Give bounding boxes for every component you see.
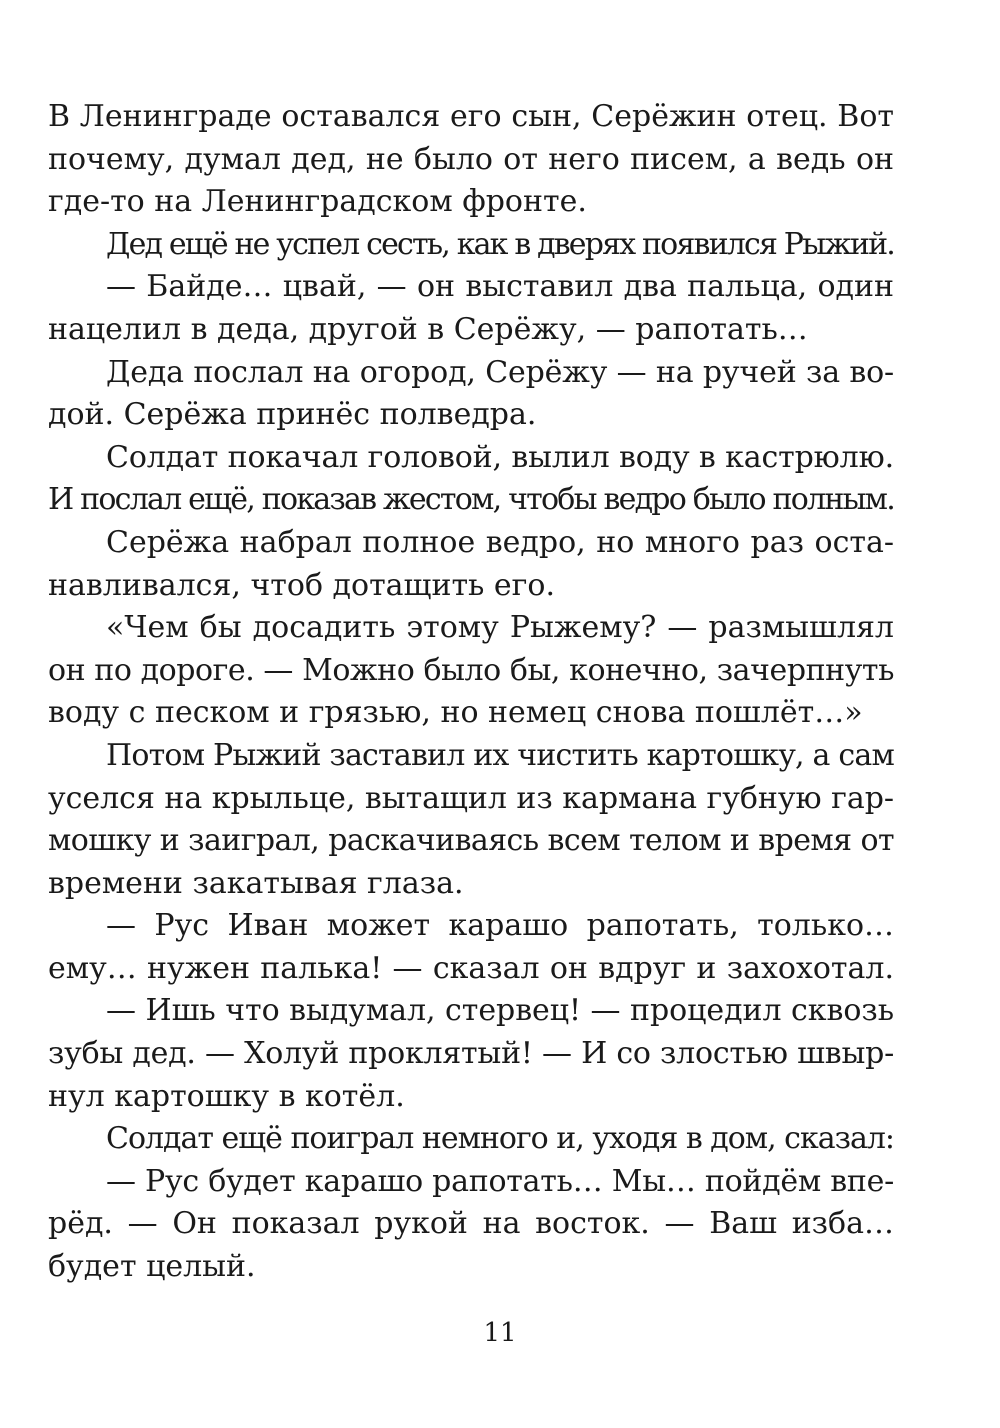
text-line: навливался, чтоб дотащить его. bbox=[48, 567, 555, 603]
text-line: И послал ещё, показав жестом, чтобы ведро было полным. bbox=[48, 482, 895, 518]
text-line: — Рус Иван может карашо рапотать, только… bbox=[106, 908, 894, 944]
text-line: Потом Рыжий заставил их чистить картошку, а сам bbox=[106, 737, 894, 773]
text-line: ему… нужен палька! — сказал он вдруг и захохотал. bbox=[48, 950, 894, 986]
text-line: где-то на Ленинградском фронте. bbox=[48, 184, 587, 220]
text-line: времени закатывая глаза. bbox=[48, 865, 464, 901]
text-line: рёд. — Он показал рукой на восток. — Ваш изба… bbox=[48, 1206, 894, 1242]
text-line: почему, думал дед, не было от него писем, а ведь он bbox=[48, 141, 894, 177]
page-number: 11 bbox=[483, 1318, 517, 1348]
text-line: нул картошку в котёл. bbox=[48, 1078, 405, 1114]
text-line: «Чем бы досадить этому Рыжему? — размышлял bbox=[106, 610, 894, 646]
text-line: будет целый. bbox=[48, 1249, 256, 1285]
text-line: нацелил в деда, другой в Серёжу, — рапотать… bbox=[48, 311, 808, 347]
text-line: Деда послал на огород, Серёжу — на ручей за во- bbox=[106, 354, 894, 390]
text-line: — Рус будет карашо рапотать… Мы… пойдём впе- bbox=[106, 1163, 894, 1199]
text-line: — Байде… цвай, — он выставил два пальца, один bbox=[106, 269, 894, 305]
text-line: — Ишь что выдумал, стервец! — процедил сквозь bbox=[106, 993, 894, 1029]
text-line: мошку и заиграл, раскачиваясь всем телом и время от bbox=[48, 823, 895, 859]
text-line: Солдат ещё поиграл немного и, уходя в дом, сказал: bbox=[106, 1121, 894, 1157]
text-line: Дед ещё не успел сесть, как в дверях появился Рыжий. bbox=[106, 226, 894, 262]
text-line: он по дороге. — Можно было бы, конечно, зачерпнуть bbox=[48, 652, 894, 688]
text-line: воду с песком и грязью, но немец снова пошлёт…» bbox=[48, 695, 863, 731]
text-line: Серёжа набрал полное ведро, но много раз оста- bbox=[106, 524, 894, 560]
text-line: В Ленинграде оставался его сын, Серёжин отец. Вот bbox=[48, 99, 894, 134]
body-text bbox=[48, 96, 894, 1289]
text-line: уселся на крыльце, вытащил из кармана губную гар- bbox=[48, 780, 894, 816]
text-line: дой. Серёжа принёс полведра. bbox=[48, 397, 537, 433]
text-line: зубы дед. — Холуй проклятый! — И со злостью швыр- bbox=[48, 1036, 894, 1072]
text-line: Солдат покачал головой, вылил воду в кастрюлю. bbox=[106, 439, 894, 475]
